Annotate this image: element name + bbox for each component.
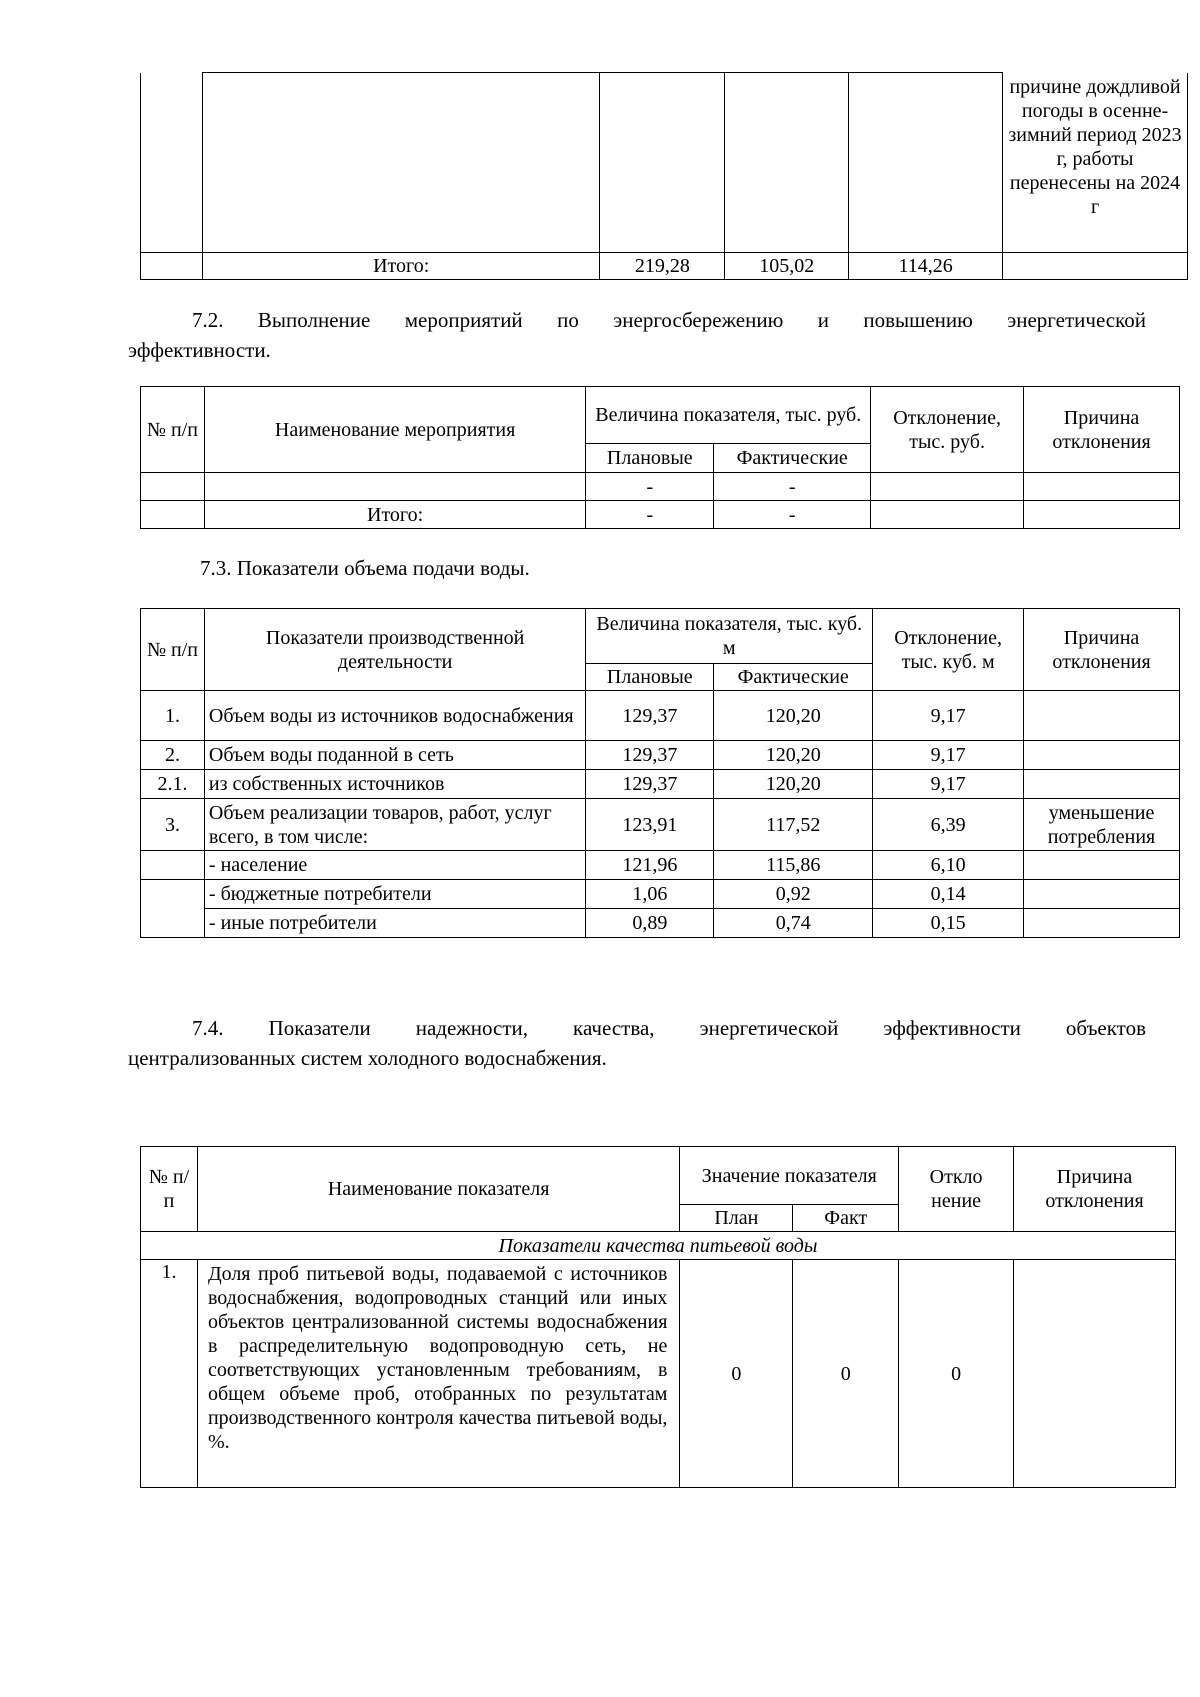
- row-name: Объем реализации товаров, работ, услуг всего, в том числе:: [204, 799, 585, 851]
- row-fact: 0: [793, 1260, 899, 1488]
- total-label: Итого:: [202, 253, 600, 280]
- col-value-header: Значение показателя: [680, 1147, 899, 1205]
- col-reason-header: Причина отклонения: [1024, 609, 1180, 691]
- row-fact: 0,74: [714, 909, 873, 938]
- table-row: [141, 880, 1180, 909]
- table-water-supply: [140, 608, 1180, 938]
- header-row: [141, 1147, 1176, 1205]
- col-reason-header: Причина отклонения: [1024, 387, 1180, 473]
- row-reason: [1014, 1260, 1176, 1488]
- row-name: Объем воды из источников водоснабжения: [204, 691, 585, 741]
- row-name: [204, 473, 585, 501]
- total-fact: -: [714, 501, 871, 529]
- total-deviation: 114,26: [849, 253, 1003, 280]
- row-deviation: 6,39: [873, 799, 1024, 851]
- table-row: [141, 741, 1180, 770]
- row-fact: 120,20: [714, 741, 873, 770]
- row-name: из собственных источников: [204, 770, 585, 799]
- row-reason: [1024, 473, 1180, 501]
- col-plan-header: Плановые: [586, 444, 714, 473]
- section-7-4-heading-cont: централизованных систем холодного водоснабжения.: [128, 1046, 607, 1070]
- table-water-quality: [140, 1146, 1176, 1488]
- table-row: [141, 851, 1180, 880]
- col-name-header: Наименование показателя: [197, 1147, 679, 1232]
- row-name: - бюджетные потребители: [204, 880, 585, 909]
- row-deviation: 9,17: [873, 770, 1024, 799]
- table-row: [141, 770, 1180, 799]
- row-plan: 129,37: [586, 770, 714, 799]
- table-row: [141, 73, 1188, 253]
- row-plan: 1,06: [586, 880, 714, 909]
- col-name-header: Наименование мероприятия: [204, 387, 585, 473]
- table-row-total: [141, 501, 1180, 529]
- col-name-header: Показатели производственной деятельности: [204, 609, 585, 691]
- total-label: Итого:: [204, 501, 585, 529]
- row-reason: [1024, 909, 1180, 938]
- section-7-2-heading: 7.2. Выполнение мероприятий по энергосбережению и повышению энергетической: [192, 308, 1146, 332]
- col-plan-header: План: [680, 1205, 793, 1232]
- row-deviation: [871, 473, 1024, 501]
- col-fact-header: Фактические: [714, 664, 873, 691]
- row-name: - население: [204, 851, 585, 880]
- row-num: [141, 473, 205, 501]
- section-7-3-heading: 7.3. Показатели объема подачи воды.: [200, 556, 530, 580]
- col-fact-header: Факт: [793, 1205, 899, 1232]
- row-num: [141, 851, 205, 880]
- row-plan: 0,89: [586, 909, 714, 938]
- table-top-continued: [140, 72, 1188, 280]
- row-plan: -: [586, 473, 714, 501]
- row-reason: [1024, 741, 1180, 770]
- row-deviation: 9,17: [873, 691, 1024, 741]
- table-row: [141, 691, 1180, 741]
- row-num: 2.: [141, 741, 205, 770]
- row-deviation: 6,10: [873, 851, 1024, 880]
- row-reason: [1024, 770, 1180, 799]
- row-num: 3.: [141, 799, 205, 851]
- reason-cell: причине дождливой погоды в осенне-зимний период 2023 г, работы перенесены на 2024 г: [1003, 73, 1188, 253]
- col-deviation-header: Отклонение, тыс. куб. м: [873, 609, 1024, 691]
- row-reason: [1024, 691, 1180, 741]
- col-value-header: Величина показателя, тыс. руб.: [586, 387, 871, 444]
- row-reason: уменьшение потребления: [1024, 799, 1180, 851]
- row-num: 2.1.: [141, 770, 205, 799]
- table-row-total: [141, 253, 1188, 280]
- table-row: [141, 799, 1180, 851]
- table-row: [141, 1260, 1176, 1488]
- col-num-header: № п/п: [141, 1147, 198, 1232]
- total-fact: 105,02: [725, 253, 849, 280]
- row-num: [141, 880, 205, 938]
- col-plan-header: Плановые: [586, 664, 714, 691]
- row-deviation: 0: [899, 1260, 1014, 1488]
- row-deviation: 0,15: [873, 909, 1024, 938]
- row-fact: 120,20: [714, 691, 873, 741]
- row-plan: 121,96: [586, 851, 714, 880]
- row-plan: 129,37: [586, 741, 714, 770]
- section-7-4-heading: 7.4. Показатели надежности, качества, энергетической эффективности объектов: [192, 1016, 1146, 1040]
- row-name: Доля проб питьевой воды, подаваемой с источников водоснабжения, водопроводных станций или иных объектов централизованной системы водоснабжения в распределительную водопроводную сеть, не соответствующих установленным требованиям, в общем объеме проб, отобранных по результатам производственного контроля качества питьевой воды, %.: [197, 1260, 679, 1488]
- header-row: [141, 609, 1180, 664]
- row-deviation: 0,14: [873, 880, 1024, 909]
- row-name: Объем воды поданной в сеть: [204, 741, 585, 770]
- table-row: [141, 473, 1180, 501]
- total-plan: -: [586, 501, 714, 529]
- section-subheader-row: [141, 1232, 1176, 1260]
- row-reason: [1024, 851, 1180, 880]
- table-energy-saving: [140, 386, 1180, 529]
- row-num: 1.: [141, 691, 205, 741]
- row-plan: 129,37: [586, 691, 714, 741]
- row-num: 1.: [141, 1260, 198, 1488]
- col-fact-header: Фактические: [714, 444, 871, 473]
- col-reason-header: Причина отклонения: [1014, 1147, 1176, 1232]
- col-num-header: № п/п: [141, 609, 205, 691]
- col-deviation-header: Отклонение, тыс. руб.: [871, 387, 1024, 473]
- row-plan: 0: [680, 1260, 793, 1488]
- col-deviation-header: Откло нение: [899, 1147, 1014, 1232]
- row-fact: 117,52: [714, 799, 873, 851]
- row-deviation: 9,17: [873, 741, 1024, 770]
- header-row: [141, 387, 1180, 444]
- row-fact: -: [714, 473, 871, 501]
- col-num-header: № п/п: [141, 387, 205, 473]
- row-fact: 115,86: [714, 851, 873, 880]
- quality-subheader: Показатели качества питьевой воды: [141, 1232, 1176, 1260]
- row-fact: 120,20: [714, 770, 873, 799]
- col-value-header: Величина показателя, тыс. куб. м: [586, 609, 873, 664]
- row-name: - иные потребители: [204, 909, 585, 938]
- row-fact: 0,92: [714, 880, 873, 909]
- row-reason: [1024, 880, 1180, 909]
- section-7-2-heading-cont: эффективности.: [128, 338, 271, 362]
- table-row: [141, 909, 1180, 938]
- total-plan: 219,28: [600, 253, 725, 280]
- row-plan: 123,91: [586, 799, 714, 851]
